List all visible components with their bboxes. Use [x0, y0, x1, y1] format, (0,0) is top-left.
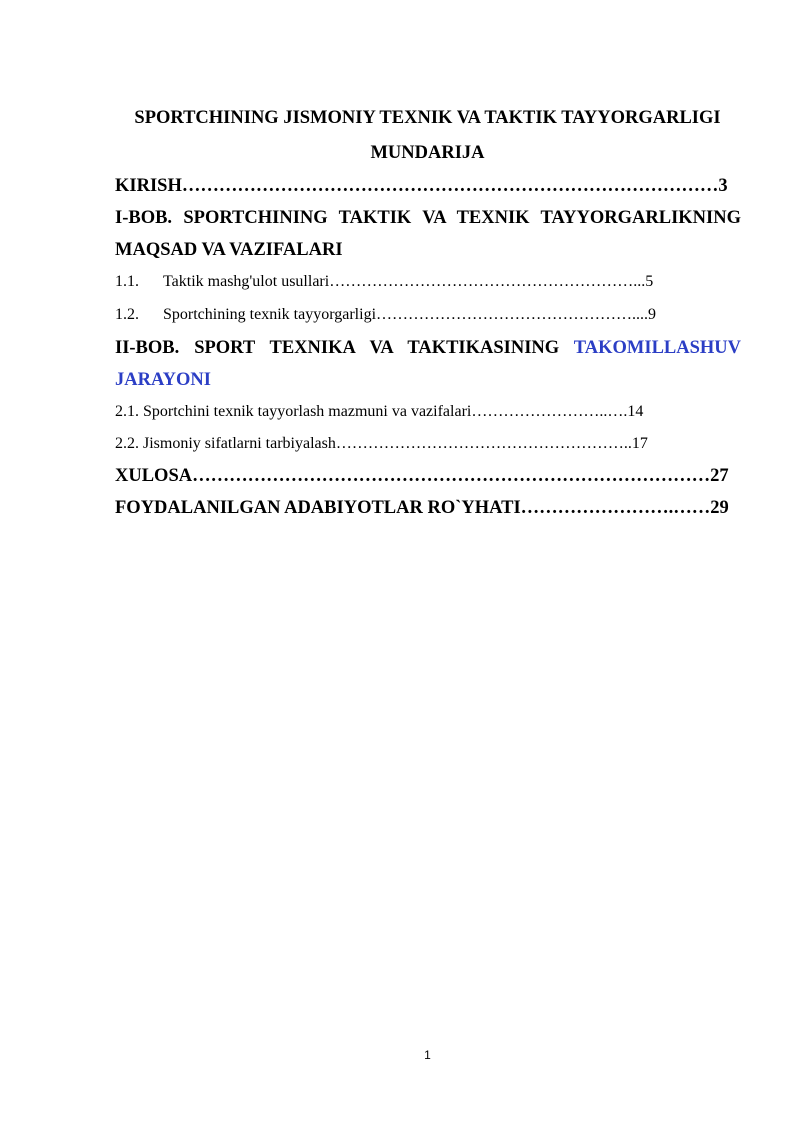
toc-entry-references[interactable]: FOYDALANILGAN ADABIYOTLAR RO`YHATI…………………….……29	[115, 498, 729, 518]
toc-entry-2-2[interactable]: 2.2. Jismoniy sifatlarni tarbiyalash………………………………………………..17	[115, 435, 648, 452]
toc-chapter2-link-text[interactable]: TAKOMILLASHUV	[573, 338, 741, 358]
toc-chapter2-line1[interactable]	[115, 337, 741, 359]
toc-entry-2-1[interactable]: 2.1. Sportchini texnik tayyorlash mazmuni va vazifalari……………………..….14	[115, 403, 644, 420]
toc-entry-intro[interactable]: KIRISH……………………………………………………………………………3	[115, 176, 728, 196]
toc-entry-text: Sportchining texnik tayyorgarligi…………………………………………....9	[163, 306, 657, 323]
toc-chapter2-text: II-BOB. SPORT TEXNIKA VA TAKTIKASINING	[115, 338, 560, 358]
toc-chapter1-line2[interactable]: MAQSAD VA VAZIFALARI	[115, 240, 343, 260]
toc-chapter1-line1[interactable]: I-BOB. SPORTCHINING TAKTIK VA TEXNIK TAYYORGARLIKNING	[115, 208, 741, 228]
contents-heading: MUNDARIJA	[370, 143, 485, 163]
toc-entry-1-2[interactable]	[115, 305, 741, 324]
toc-entry-1-1[interactable]	[115, 272, 741, 291]
document-title: SPORTCHINING JISMONIY TEXNIK VA TAKTIK TAYYORGARLIGI	[134, 108, 721, 128]
toc-chapter2-line2[interactable]: JARAYONI	[115, 370, 211, 390]
toc-entry-text: Taktik mashg'ulot usullari…………………………………………………...5	[163, 273, 654, 290]
toc-entry-number: 1.1.	[115, 273, 139, 290]
toc-entry-conclusion[interactable]: XULOSA…………………………………………………………………………27	[115, 466, 729, 486]
page-number: 1	[424, 1048, 431, 1062]
toc-entry-number: 1.2.	[115, 306, 139, 323]
